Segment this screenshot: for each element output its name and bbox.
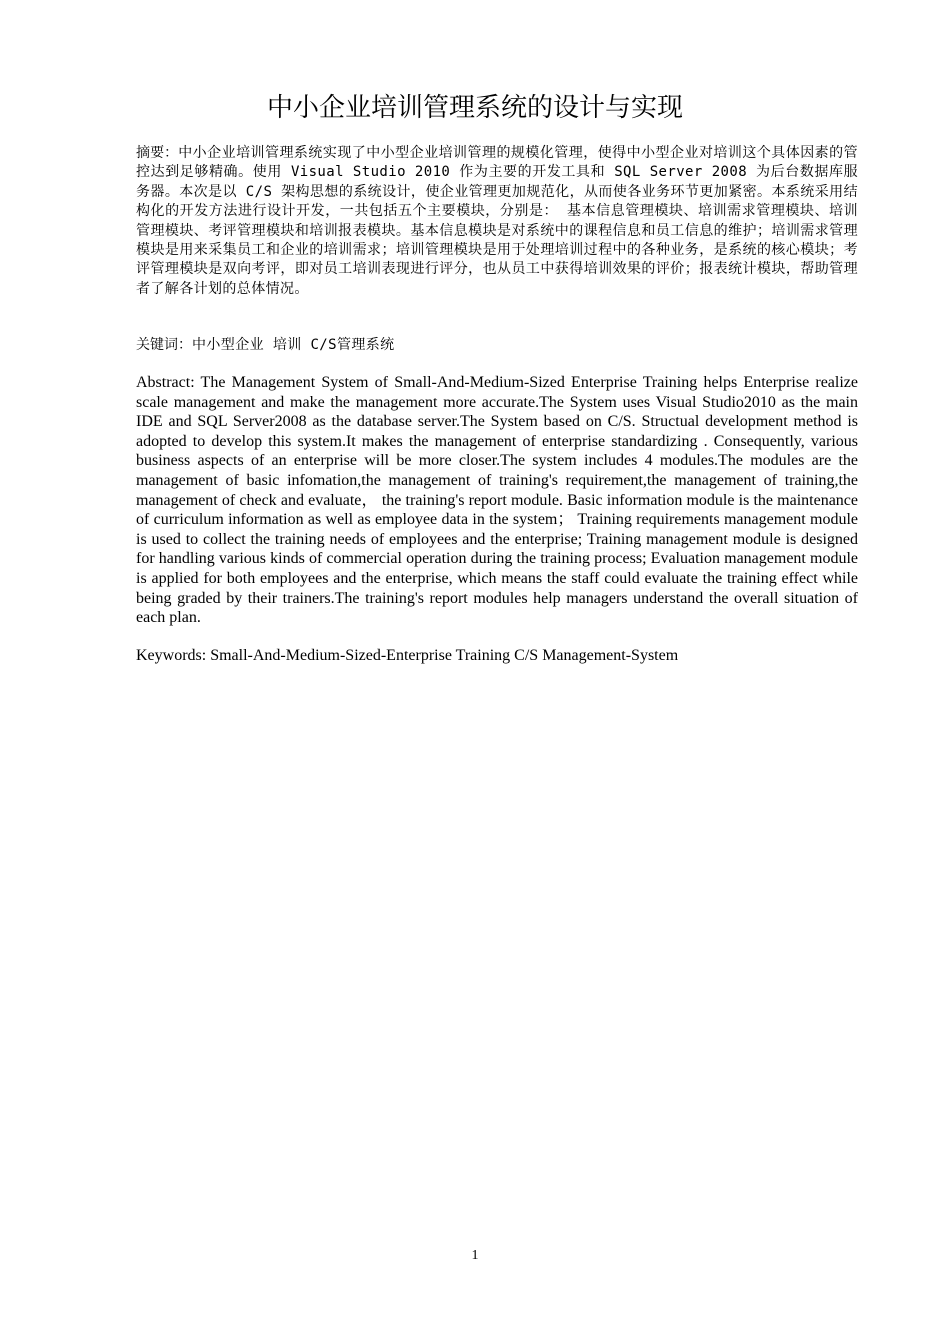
english-keywords: Keywords: Small-And-Medium-Sized-Enterprise Training C/S Management-System	[136, 647, 679, 664]
chinese-abstract	[136, 144, 858, 299]
page-number: 1	[471, 1248, 479, 1263]
chinese-keywords-text: 中小型企业 培训 C/S管理系统	[192, 337, 395, 353]
chinese-keywords-label: 关键词：	[136, 337, 192, 353]
english-abstract: Abstract: The Management System of Small-And-Medium-Sized Enterprise Training helps Enterprise realize scale management and make the management more accurate.The System uses Visual Studio2010 as the main IDE and SQL Server2008 as the database server.The System based on C/S. Structual development method is adopted to develop this system.It makes the management of enterprise standardizing . Consequently, various business aspects of an enterprise will be more closer.The system includes 4 modules.The modules are the management of basic infomation,the management of training's requirement,the management of training,the management of check and evaluate， the training's report module. Basic information module is the maintenance of curriculum information as well as employee data in the system； Training requirements management module is used to collect the training needs of employees and the enterprise; Training management module is designed for handling various kinds of commercial operation during the training process; Evaluation management module is applied for both employees and the enterprise, which means the staff could evaluate the training effect while being graded by their trainers.The training's report modules help managers understand the overall situation of each plan.	[136, 374, 858, 627]
chinese-abstract-text: 中小企业培训管理系统实现了中小型企业培训管理的规模化管理，使得中小型企业对培训这个具体因素的管控达到足够精确。使用 Visual Studio 2010 作为主要的开发工具和 SQL Server 2008 为后台数据库服务器。本次是以 C/S 架构思想的系统设计，使企业管理更加规范化，从而使各业务环节更加紧密。本系统采用结构化的开发方法进行设计开发，一共包括五个主要模块，分别是： 基本信息管理模块、培训需求管理模块、培训管理模块、考评管理模块和培训报表模块。基本信息模块是对系统中的课程信息和员工信息的维护；培训需求管理模块是用来采集员工和企业的培训需求；培训管理模块是用于处理培训过程中的各种业务，是系统的核心模块；考评管理模块是双向考评，即对员工培训表现进行评分，也从员工中获得培训效果的评价；报表统计模块，帮助管理者了解各计划的总体情况。	[136, 145, 859, 297]
page-title: 中小企业培训管理系统的设计与实现	[266, 93, 683, 123]
chinese-keywords	[136, 336, 858, 355]
chinese-abstract-label: 摘要：	[136, 145, 179, 161]
